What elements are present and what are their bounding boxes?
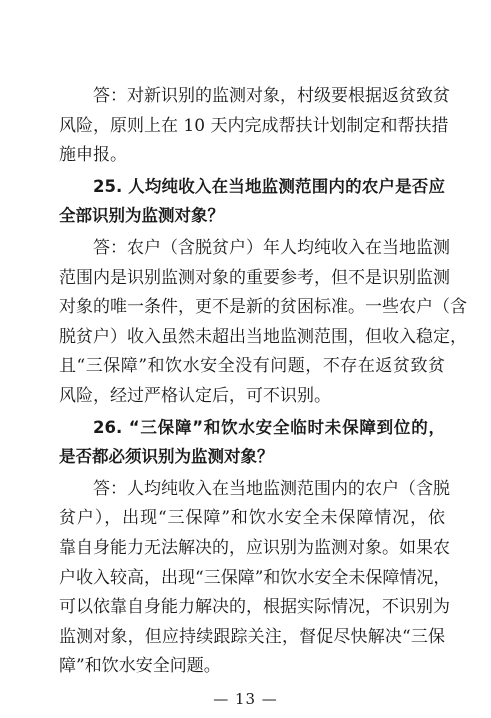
- answer-line: 监测对象，但应持续跟踪关注，督促尽快解决“三保: [59, 627, 445, 647]
- answer-line: 答：人均纯收入在当地监测范围内的农户（含脱: [93, 479, 450, 499]
- answer-line: 对象的唯一条件，更不是新的贫困标准。一些农户（含: [59, 297, 467, 317]
- answer-line: 且“三保障”和饮水安全没有问题，不存在返贫致贫: [59, 356, 445, 376]
- answer-line: 户收入较高，出现“三保障”和饮水安全未保障情况，: [59, 568, 451, 588]
- question-heading-26: 26. “三保障”和饮水安全临时未保障到位的，: [93, 418, 445, 437]
- answer-line: 靠自身能力无法解决的，应识别为监测对象。如果农: [59, 538, 450, 558]
- answer-line: 施申报。: [59, 145, 127, 165]
- question-heading-26: 是否都必须识别为监测对象？: [59, 447, 274, 466]
- question-heading-25: 全部识别为监测对象？: [59, 206, 224, 225]
- answer-line: 答：农户（含脱贫户）年人均纯收入在当地监测: [93, 238, 450, 258]
- answer-line: 风险，原则上在 10 天内完成帮扶计划制定和帮扶措: [59, 116, 449, 136]
- answer-line: 障”和饮水安全问题。: [59, 656, 221, 676]
- answer-line: 脱贫户）收入虽然未超出当地监测范围，但收入稳定，: [59, 327, 467, 347]
- answer-line: 可以依靠自身能力解决的，根据实际情况，不识别为: [59, 597, 450, 617]
- answer-line: 答：对新识别的监测对象，村级要根据返贫致贫: [93, 86, 450, 106]
- question-heading-25: 25. 人均纯收入在当地监测范围内的农户是否应: [93, 177, 445, 196]
- answer-line: 范围内是识别监测对象的重要参考，但不是识别监测: [59, 268, 450, 288]
- page-number: — 13 —: [213, 690, 278, 708]
- answer-line: 风险，经过严格认定后，可不识别。: [59, 386, 331, 406]
- answer-line: 贫户），出现“三保障”和饮水安全未保障情况，依: [59, 508, 445, 528]
